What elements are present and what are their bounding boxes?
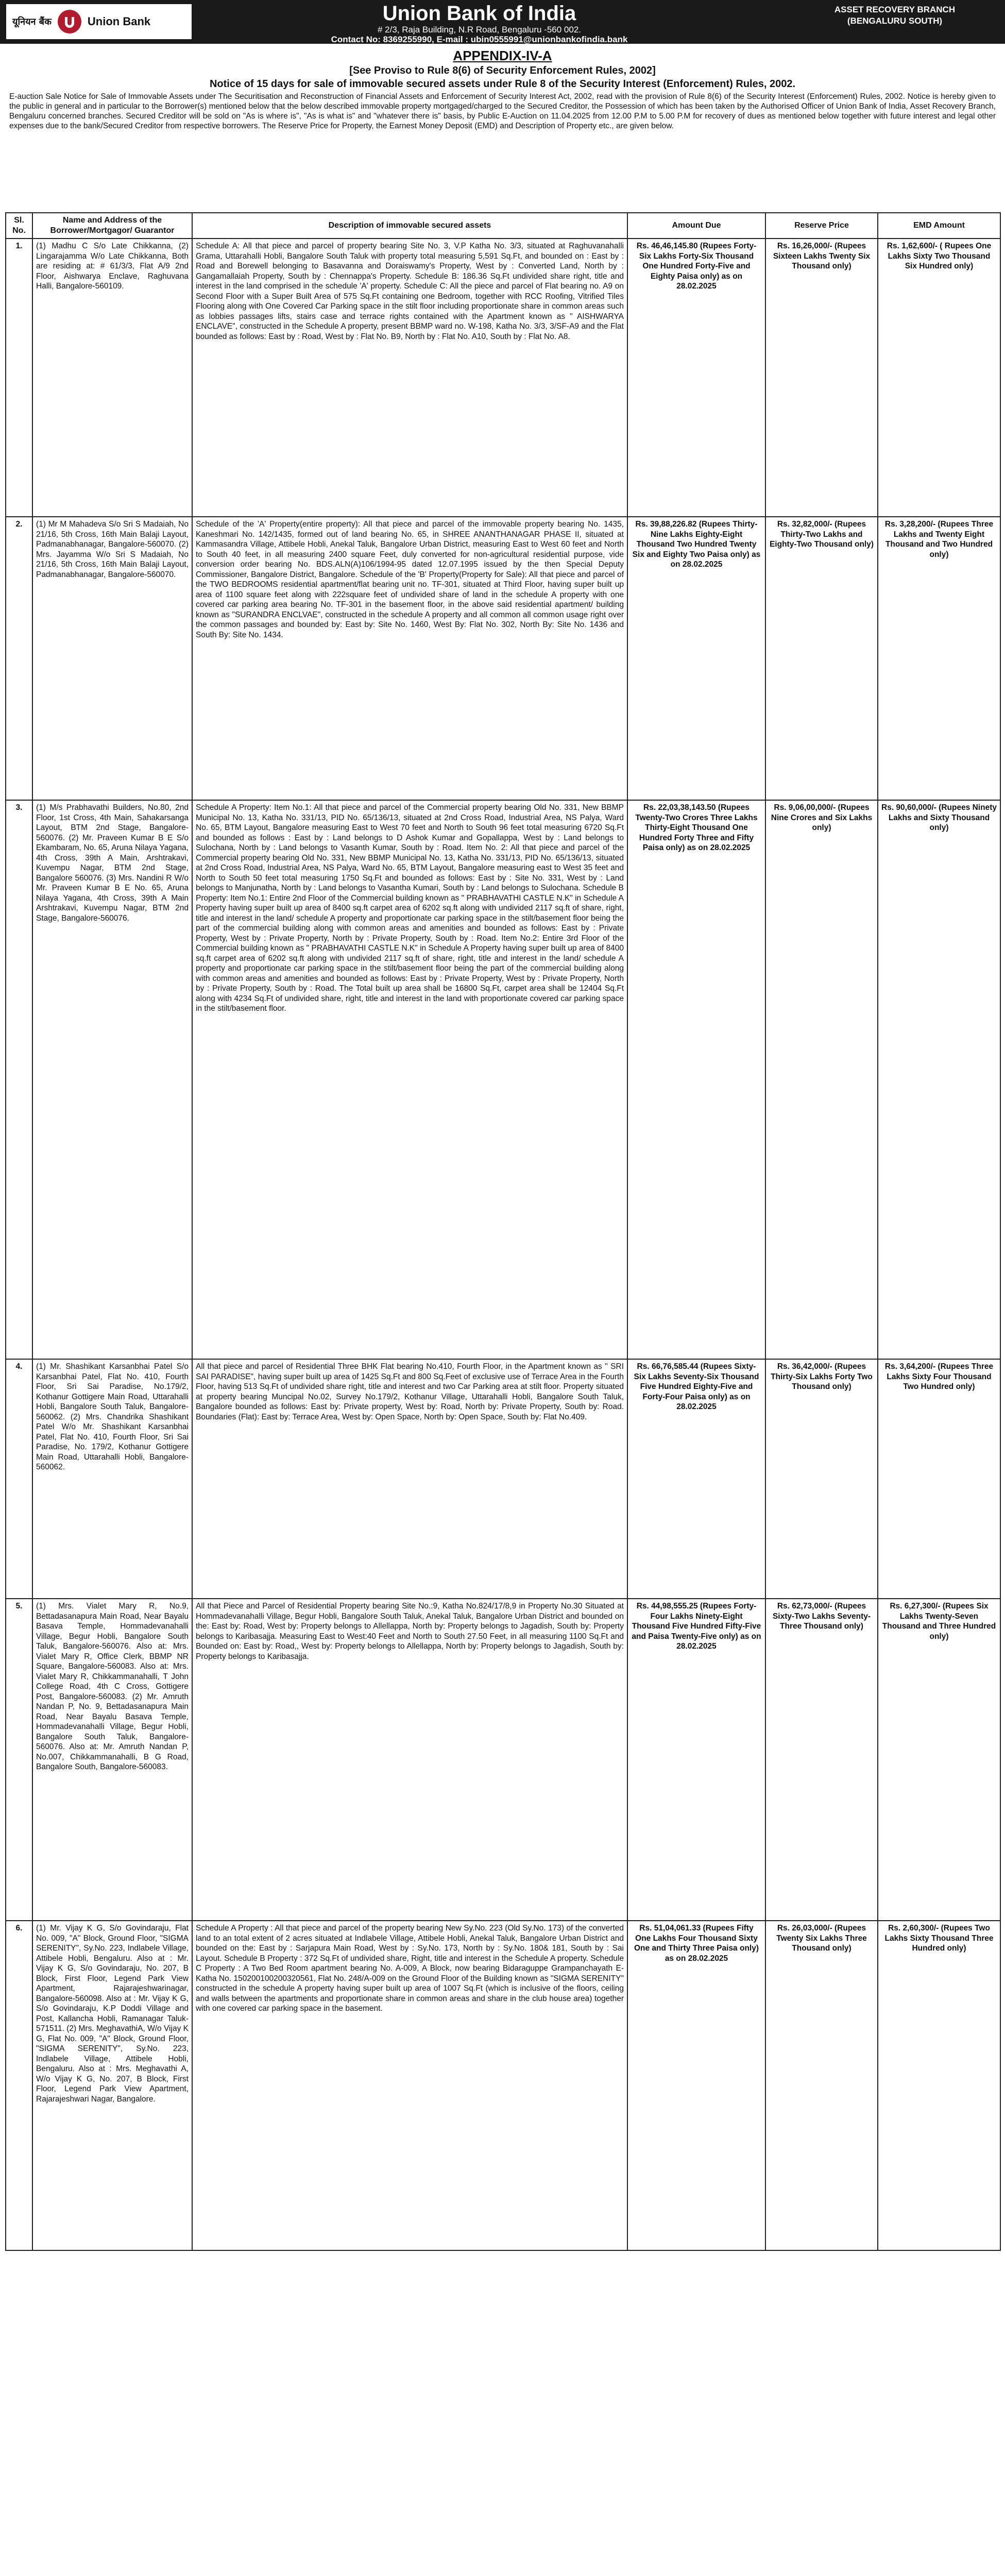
cell-reserve: Rs. 26,03,000/- (Rupees Twenty Six Lakhs Three Thousand only) <box>765 1921 878 2250</box>
col-header-reserve: Reserve Price <box>765 213 878 239</box>
cell-sl: 3. <box>6 800 32 1359</box>
cell-emd: Rs. 3,64,200/- (Rupees Three Lakhs Sixty Four Thousand Two Hundred only) <box>878 1359 1000 1599</box>
cell-description: Schedule A Property : All that piece and parcel of the property bearing New Sy.No. 223 (Old Sy.No. 173) of the converted land to an total extent of 2 acres situated at Indlabele Village, Attibele Hobli, Anekal Taluk, Bangalore Urban District and bounded on the: East by : Sarjapura Main Road, West by : Sy.No. 173, North by : Sy.No. 180& 181, South by : Sai Layout. Schedule B Property : 372 Sq.Ft of undivided share, Right, title and interest in the Schedule A property. Schedule C Property : A Two Bed Room apartment bearing No. A-009, A Block, now bearing Bidaraguppe Grampanchayath E-Katha No. 150200100200320561, Flat No. 248/A-009 on the Ground Floor of the Building known as "SIGMA SERENITY" constructed in the schedule A property having super built up area of 1007 Sq.Ft (which is inclusive of the floors, ceiling and walls between the apartments and proportionate share in common areas and share in the club house area) together with one covered car parking space in the basement. <box>192 1921 627 2250</box>
auction-table <box>5 212 1001 2251</box>
cell-reserve: Rs. 36,42,000/- (Rupees Thirty-Six Lakhs Forty Two Thousand only) <box>765 1359 878 1599</box>
cell-emd: Rs. 2,60,300/- (Rupees Two Lakhs Sixty Thousand Three Hundred only) <box>878 1921 1000 2250</box>
cell-emd: Rs. 3,28,200/- (Rupees Three Lakhs and Twenty Eight Thousand and Two Hundred only) <box>878 517 1000 800</box>
header-center <box>196 2 763 45</box>
bank-name: Union Bank of India <box>382 2 576 25</box>
notice-title-block <box>10 47 995 91</box>
table-row <box>6 239 1000 517</box>
col-header-sl: Sl. No. <box>6 213 32 239</box>
table-row <box>6 1599 1000 1921</box>
cell-description: Schedule A: All that piece and parcel of property bearing Site No. 3, V.P Katha No. 3/3, situated at Raghuvanahalli Grama, Uttarahalli Hobli, Bangalore South Taluk with property total measuring 5,591 Sq.Ft, and bounded on : East by : Road and Borewell belonging to Basavanna and Doraiswamy's Property, West by : Converted Land, North by : Gangamallaiah Property, South by : Chennappa's Property. Schedule B: 186.36 Sq.Ft undivided share right, title and interest in the land comprised in the schedule 'A' property. Schedule C: All the piece and parcel of Flat bearing no. A9 on Second Floor with a Super Built Area of 575 Sq.Ft containing one Bedroom, together with RCC Roofing, Vitrified Tiles Flooring along with One Covered Car Parking space in the stilt floor including proportionate share in common areas such as lobbies passages lifts, stairs case and terrace rights contained with the Apartment known as " AISHWARYA ENCLAVE", constructed in the Schedule A property, present BBMP ward no. W-198, Katha No. 3/3, 3/SF-A9 and the Flat bounded as follows: East by : Road, West by : Flat No. B9, North by : Flat No. A10, South by : Flat No. A8. <box>192 239 627 517</box>
cell-sl: 2. <box>6 517 32 800</box>
cell-description: All that Piece and Parcel of Residential Property bearing Site No.:9, Katha No.824/17/8,9 in Property No.30 Situated at Hommadevanahalli Village, Begur Hobli, Bangalore South Taluk, Anekal Taluk, Bangalore Urban District and bounded on the: East by: Road, West by: Property belongs to Allellappa, North by: Property belongs to Jagadish, South by: Property belongs to Karibasajja. Measuring East to West:40 Feet and North to South 27.50 Feet, in all measuring 1100 Sq.Ft and Bounded on: East by: Road,, West by: Property belongs to Allellappa, North by: Property belongs to Jagadish, South by: Property belongs to Karibasajja. <box>192 1599 627 1921</box>
cell-borrower: (1) M/s Prabhavathi Builders, No.80, 2nd Floor, 1st Cross, 4th Main, Sahakarsanga Layout, BTM 2nd Stage, Bangalore-560076. (2) Mr. Praveen Kumar B E S/o Ekambaram, No. 65, Aruna Nilaya Yagana, 4th Cross, 39th A Main, Arshtrakavi, Kuvempu Nagar, BTM 2nd Stage, Bangalore 560076. (3) Mrs. Nandini R W/o Mr. Praveen Kumar B E No. 65, Aruna Nilaya Yagana, 4th Cross, 39th A Main Arshtrakavi, Kuvempu Nagar, BTM 2nd Stage, Bangalore-560076. <box>32 800 192 1359</box>
col-header-emd: EMD Amount <box>878 213 1000 239</box>
cell-description: Schedule of the 'A' Property(entire property): All that piece and parcel of the immovable property bearing No. 1435, Kaneshmari No. 142/1435, formed out of land bearing No. 65, in SHREE ANANTHANAGAR PHASE II, situated at Kammasandra Village, Attibele Hobli, Anekal Taluk, Bangalore Urban District, measuring East to West 60 feet and North to South 40 feet, in all measuring 2400 square Feet, duly converted for non-agricultural residential purpose, vide conversion order bearing No. BDS.ALN(A)106/1994-95 dated 12.07.1995 issued by the then Special Deputy Commissioner, Bangalore District, Bangalore. Schedule of the 'B' Property(Property for Sale): All that piece and parcel of the TWO BEDROOMS residential apartment/flat bearing unit no. TF-301, situated at Third Floor, having super built up area of 1100 square feet along with 222square feet of undivided share of land in the schedule A property with one covered car parking area bearing No. TF-301 in the basement floor, in the above said residential apartment/ building known as "SURANDRA ENCLVAE", constructed in the schedule A property and all common all common usage right over the common passages and bounded by: East by: Site No. 1460, West By: Flat No. 302, North By: Site No. 1436 and South By: Site No. 1434. <box>192 517 627 800</box>
bank-logo <box>6 4 192 39</box>
intro-paragraph: E-auction Sale Notice for Sale of Immovable Assets under The Securitisation and Reconstruction of Financial Assets and Enforcement of Security Interest Act, 2002, read with the provision of Rule 8(6) of the Security Interest (Enforcement) Rules, 2002. Notice is hereby given to the public in general and in particular to the Borrower(s) mentioned below that the below described immovable property mortgaged/charged to the Secured Creditor, the Possession of which has been taken by the Authorised Officer of Union Bank of India, Asset Recovery Branch, Bengaluru concerned branches. Secured Creditor will be sold on "As is where is", "As is what is" and "whatever there is" basis, by Public E-Auction on 11.04.2025 from 12.00 P.M to 5.00 P.M for recovery of dues as mentioned below together with future interest and legal other expenses due to the bank/Secured Creditor from respective borrowers. The Reserve Price for Property, the Earnest Money Deposit (EMD) and Description of Property etc., are given below. <box>9 92 996 130</box>
appendix-title: APPENDIX-IV-A <box>453 48 552 63</box>
table-header-row <box>6 213 1000 239</box>
union-bank-emblem-icon <box>58 10 81 33</box>
notice-heading: Notice of 15 days for sale of immovable secured assets under Rule 8 of the Security Interest (Enforcement) Rules, 2002. <box>209 78 796 90</box>
cell-description: All that piece and parcel of Residential Three BHK Flat bearing No.410, Fourth Floor, in the Apartment known as " SRI SAI PARADISE", having super built up area of 1425 Sq.Ft and 800 Sq.Feet of exclusive use of Terrace Area in the Fourth Floor, having 513 Sq.Ft of undivided share right, title and interest and two Car Parking area at stilt floor. Property situated at property bearing Muncipal No.02, Survey No.179/2, Kothanur Village, Uttarahalli Hobli, Bangalore South Taluk, Bangalore bounded as follows: East by: Private property, West by: Road, North by: Private Property, South by: Road. Boundaries (Flat): East by: Terrace Area, West by: Open Space, North by: Open Space, South by: Flat No.409. <box>192 1359 627 1599</box>
cell-description: Schedule A Property: Item No.1: All that piece and parcel of the Commercial property bearing Old No. 331, New BBMP Municipal No. 13, Katha No. 331/13, PID No. 65/136/13, situated at 2nd Cross Road, Industrial Area, NS Palya, Ward No. 65, BTM Layout, Bangalore measuring East to West 70 feet and North to South 96 feet total measuring 6720 Sq.Ft and bounded as follows : East by : Land belongs to D Ashok Kumar and Gopallappa, West by : Land belongs to Sulochana, North by : Land belongs to Vasanth Kumar, South by : Road. Item No. 2: All that piece and parcel of the Commercial property bearing Old No. 331, New BBMP Municipal No. 13, Katha No. 331/13, PID No. 65/136/13, situated at 2nd Cross Road, Industrial Area, NS Palya, Ward No. 65, BTM Layout, Bangalore measuring east to West 35 feet and North to South 50 feet total measuring 1750 Sq.Ft and bounded as follows: East by : Site No. 331, West by : Land belongs to Manjunatha, North by : Land belongs to Vasantha Kumari, South by : Land belongs to Sulochana. Schedule B Property: Item No.1: Entire 2nd Floor of the Commercial building known as " PRABHAVATHI CASTLE N.K" in Schedule A Property having super built up area of 8400 sq.ft carpet area of 6202 sq.ft along with undivided 2117 sq.ft of share, right, title and interest in the land/ schedule A property and proportionate car parking space in the stilt/basement floor being the part of the commercial building along with common areas and amenities and bounded as follows: East by : Private Property, West by : Private Property, North by : Private Property, South by : Road. Item No.2: Entire 3rd Floor of the Commercial building known as " PRABHAVATHI CASTLE N.K" in Schedule A Property having super built up area of 8400 sq.ft carpet area of 6202 sq.ft along with undivided 2117 sq.ft of share, right, title and interest in the land/ schedule A property and proportionate car parking space in the stilt/basement floor being the part of the commercial building along with common areas and amenities and bounded as follows: East by : Private Property, West by : Private Property, North by : Private Property, South by : Road. The Total built up area shall be 16800 Sq.Ft, carpet area shall be 12404 Sq.Ft along with 4234 Sq.Ft of undivided share, right, title and interest in the land with proportionate covered car parking space in the stilt/basement floor. <box>192 800 627 1359</box>
cell-borrower: (1) Mr. Shashikant Karsanbhai Patel S/o Karsanbhai Patel, Flat No. 410, Fourth Floor, Sri Sai Paradise, No.179/2, Kothanur Gottigere Main Road, Uttarahalli Hobli, Bangalore South Taluk, Bangalore-560062. (2) Mrs. Chandrika Shashikant Patel W/o Mr. Shashikant Karsanbhai Patel, Flat No. 410, Fourth Floor, Sri Sai Paradise, No. 179/2, Kothanur Gottigere Main Road, Uttarahalli Hobli, Bangalore-560062. <box>32 1359 192 1599</box>
table-row <box>6 1921 1000 2250</box>
table-row <box>6 1359 1000 1599</box>
bank-address: # 2/3, Raja Building, N.R Road, Bengaluru -560 002. <box>377 25 582 35</box>
cell-borrower: (1) Mr M Mahadeva S/o Sri S Madaiah, No 21/16, 5th Cross, 16th Main Balaji Layout, Padmanabhanagar, Bangalore-560070. (2) Mrs. Jayamma W/o Sri S Madaiah, No 21/16, 5th Cross, 16th Main Balaji Layout, Padmanabhanagar, Bangalore-560070. <box>32 517 192 800</box>
cell-reserve: Rs. 16,26,000/- (Rupees Sixteen Lakhs Twenty Six Thousand only) <box>765 239 878 517</box>
col-header-name: Name and Address of the Borrower/Mortgagor/ Guarantor <box>32 213 192 239</box>
branch-line-1: ASSET RECOVERY BRANCH <box>834 5 956 14</box>
cell-amount: Rs. 51,04,061.33 (Rupees Fifty One Lakhs Four Thousand Sixty One and Thirty Three Paisa only) as on 28.02.2025 <box>627 1921 765 2250</box>
cell-amount: Rs. 22,03,38,143.50 (Rupees Twenty-Two Crores Three Lakhs Thirty-Eight Thousand One Hundred Forty Three and Fifty Paisa only) as on 28.02.2025 <box>627 800 765 1359</box>
table-row <box>6 517 1000 800</box>
table-row <box>6 800 1000 1359</box>
cell-borrower: (1) Madhu C S/o Late Chikkanna, (2) Lingarajamma W/o Late Chikkanna, Both are residing at: # 61/3/3, Flat A/9 2nd Floor, Aishwarya Enclave, Raghuvana Halli, Bangalore-560109. <box>32 239 192 517</box>
cell-amount: Rs. 66,76,585.44 (Rupees Sixty-Six Lakhs Seventy-Six Thousand Five Hundred Eighty-Five and Forty-Four Paisa only) as on 28.02.2025 <box>627 1359 765 1599</box>
cell-reserve: Rs. 62,73,000/- (Rupees Sixty-Two Lakhs Seventy-Three Thousand only) <box>765 1599 878 1921</box>
cell-sl: 6. <box>6 1921 32 2250</box>
col-header-amount: Amount Due <box>627 213 765 239</box>
cell-sl: 1. <box>6 239 32 517</box>
cell-emd: Rs. 1,62,600/- ( Rupees One Lakhs Sixty Two Thousand Six Hundred only) <box>878 239 1000 517</box>
branch-line-2: (BENGALURU SOUTH) <box>847 16 943 26</box>
cell-emd: Rs. 90,60,000/- (Rupees Ninety Lakhs and Sixty Thousand only) <box>878 800 1000 1359</box>
cell-borrower: (1) Mr. Vijay K G, S/o Govindaraju, Flat No. 009, "A" Block, Ground Floor, "SIGMA SERENITY", Sy.No. 223, Indlabele Village, Attibele Hobli, Bengaluru. Also at : Mr. Vijay K G, S/o Govindaraju, No. 207, B Block, First Floor, Legend Park View Apartment, Rajarajeshwarinagar, Bangalore-560098. Also at : Mr. Vijay K G, S/o Govindaraju, K.P Doddi Village and Post, Kallancha Hobli, Ramanagar Taluk-571511. (2) Mrs. MeghavathiA, W/o Vijay K G, Flat No. 009, "A" Block, Ground Floor, "SIGMA SERENITY", Sy.No. 223, Indlabele Village, Attibele Hobli, Bengaluru. Also at : Mrs. Meghavathi A, W/o Vijay K G, No. 207, B Block, First Floor, Legend Park View Apartment, Rajarajeshwari Nagar, Bangalore. <box>32 1921 192 2250</box>
branch-name <box>792 4 998 27</box>
cell-sl: 5. <box>6 1599 32 1921</box>
col-header-description: Description of immovable secured assets <box>192 213 627 239</box>
cell-reserve: Rs. 32,82,000/- (Rupees Thirty-Two Lakhs and Eighty-Two Thousand only) <box>765 517 878 800</box>
logo-hindi-text: यूनियन बैंक <box>12 16 52 27</box>
cell-reserve: Rs. 9,06,00,000/- (Rupees Nine Crores and Six Lakhs only) <box>765 800 878 1359</box>
cell-emd: Rs. 6,27,300/- (Rupees Six Lakhs Twenty-Seven Thousand and Three Hundred only) <box>878 1599 1000 1921</box>
cell-borrower: (1) Mrs. Vialet Mary R, No.9, Bettadasanapura Main Road, Near Bayalu Basava Temple, Hommadevanahalli Village, Begur Hobli, Bangalore South Taluk, Bangalore-560076. Also at: Mrs. Vialet Mary R, Office Clerk, BBMP NR Square, Bangalore-560083. Also at: Mrs. Vialet Mary R, Chikkammanahalli, T John College Road, 4th C Cross, Gottigere Post, Bangalore-560083. (2) Mr. Amruth Nandan P, No. 9, Bettadasanapura Main Road, Near Bayalu Basava Temple, Hommadevanahalli Village, Begur Hobli, Bangalore South Taluk, Bangalore-560076. Also at: Mr. Amruth Nandan P, No.007, Chikkammanahalli, B G Road, Bangalore South, Bangalore-560083. <box>32 1599 192 1921</box>
proviso-line: [See Proviso to Rule 8(6) of Security Enforcement Rules, 2002] <box>349 65 656 76</box>
page-header <box>0 0 1005 44</box>
cell-amount: Rs. 46,46,145.80 (Rupees Forty-Six Lakhs Forty-Six Thousand One Hundred Forty-Five and Eighty Paisa only) as on 28.02.2025 <box>627 239 765 517</box>
cell-amount: Rs. 39,88,226.82 (Rupees Thirty-Nine Lakhs Eighty-Eight Thousand Two Hundred Twenty Six and Eighty Two Paisa only) as on 28.02.2025 <box>627 517 765 800</box>
cell-sl: 4. <box>6 1359 32 1599</box>
bank-contact: Contact No: 8369255990, E-mail : ubin0555991@unionbankofindia.bank <box>331 35 628 44</box>
cell-amount: Rs. 44,98,555.25 (Rupees Forty-Four Lakhs Ninety-Eight Thousand Five Hundred Fifty-Five and Paisa Twenty-Five only) as on 28.02.2025 <box>627 1599 765 1921</box>
logo-english-text: Union Bank <box>87 15 151 28</box>
